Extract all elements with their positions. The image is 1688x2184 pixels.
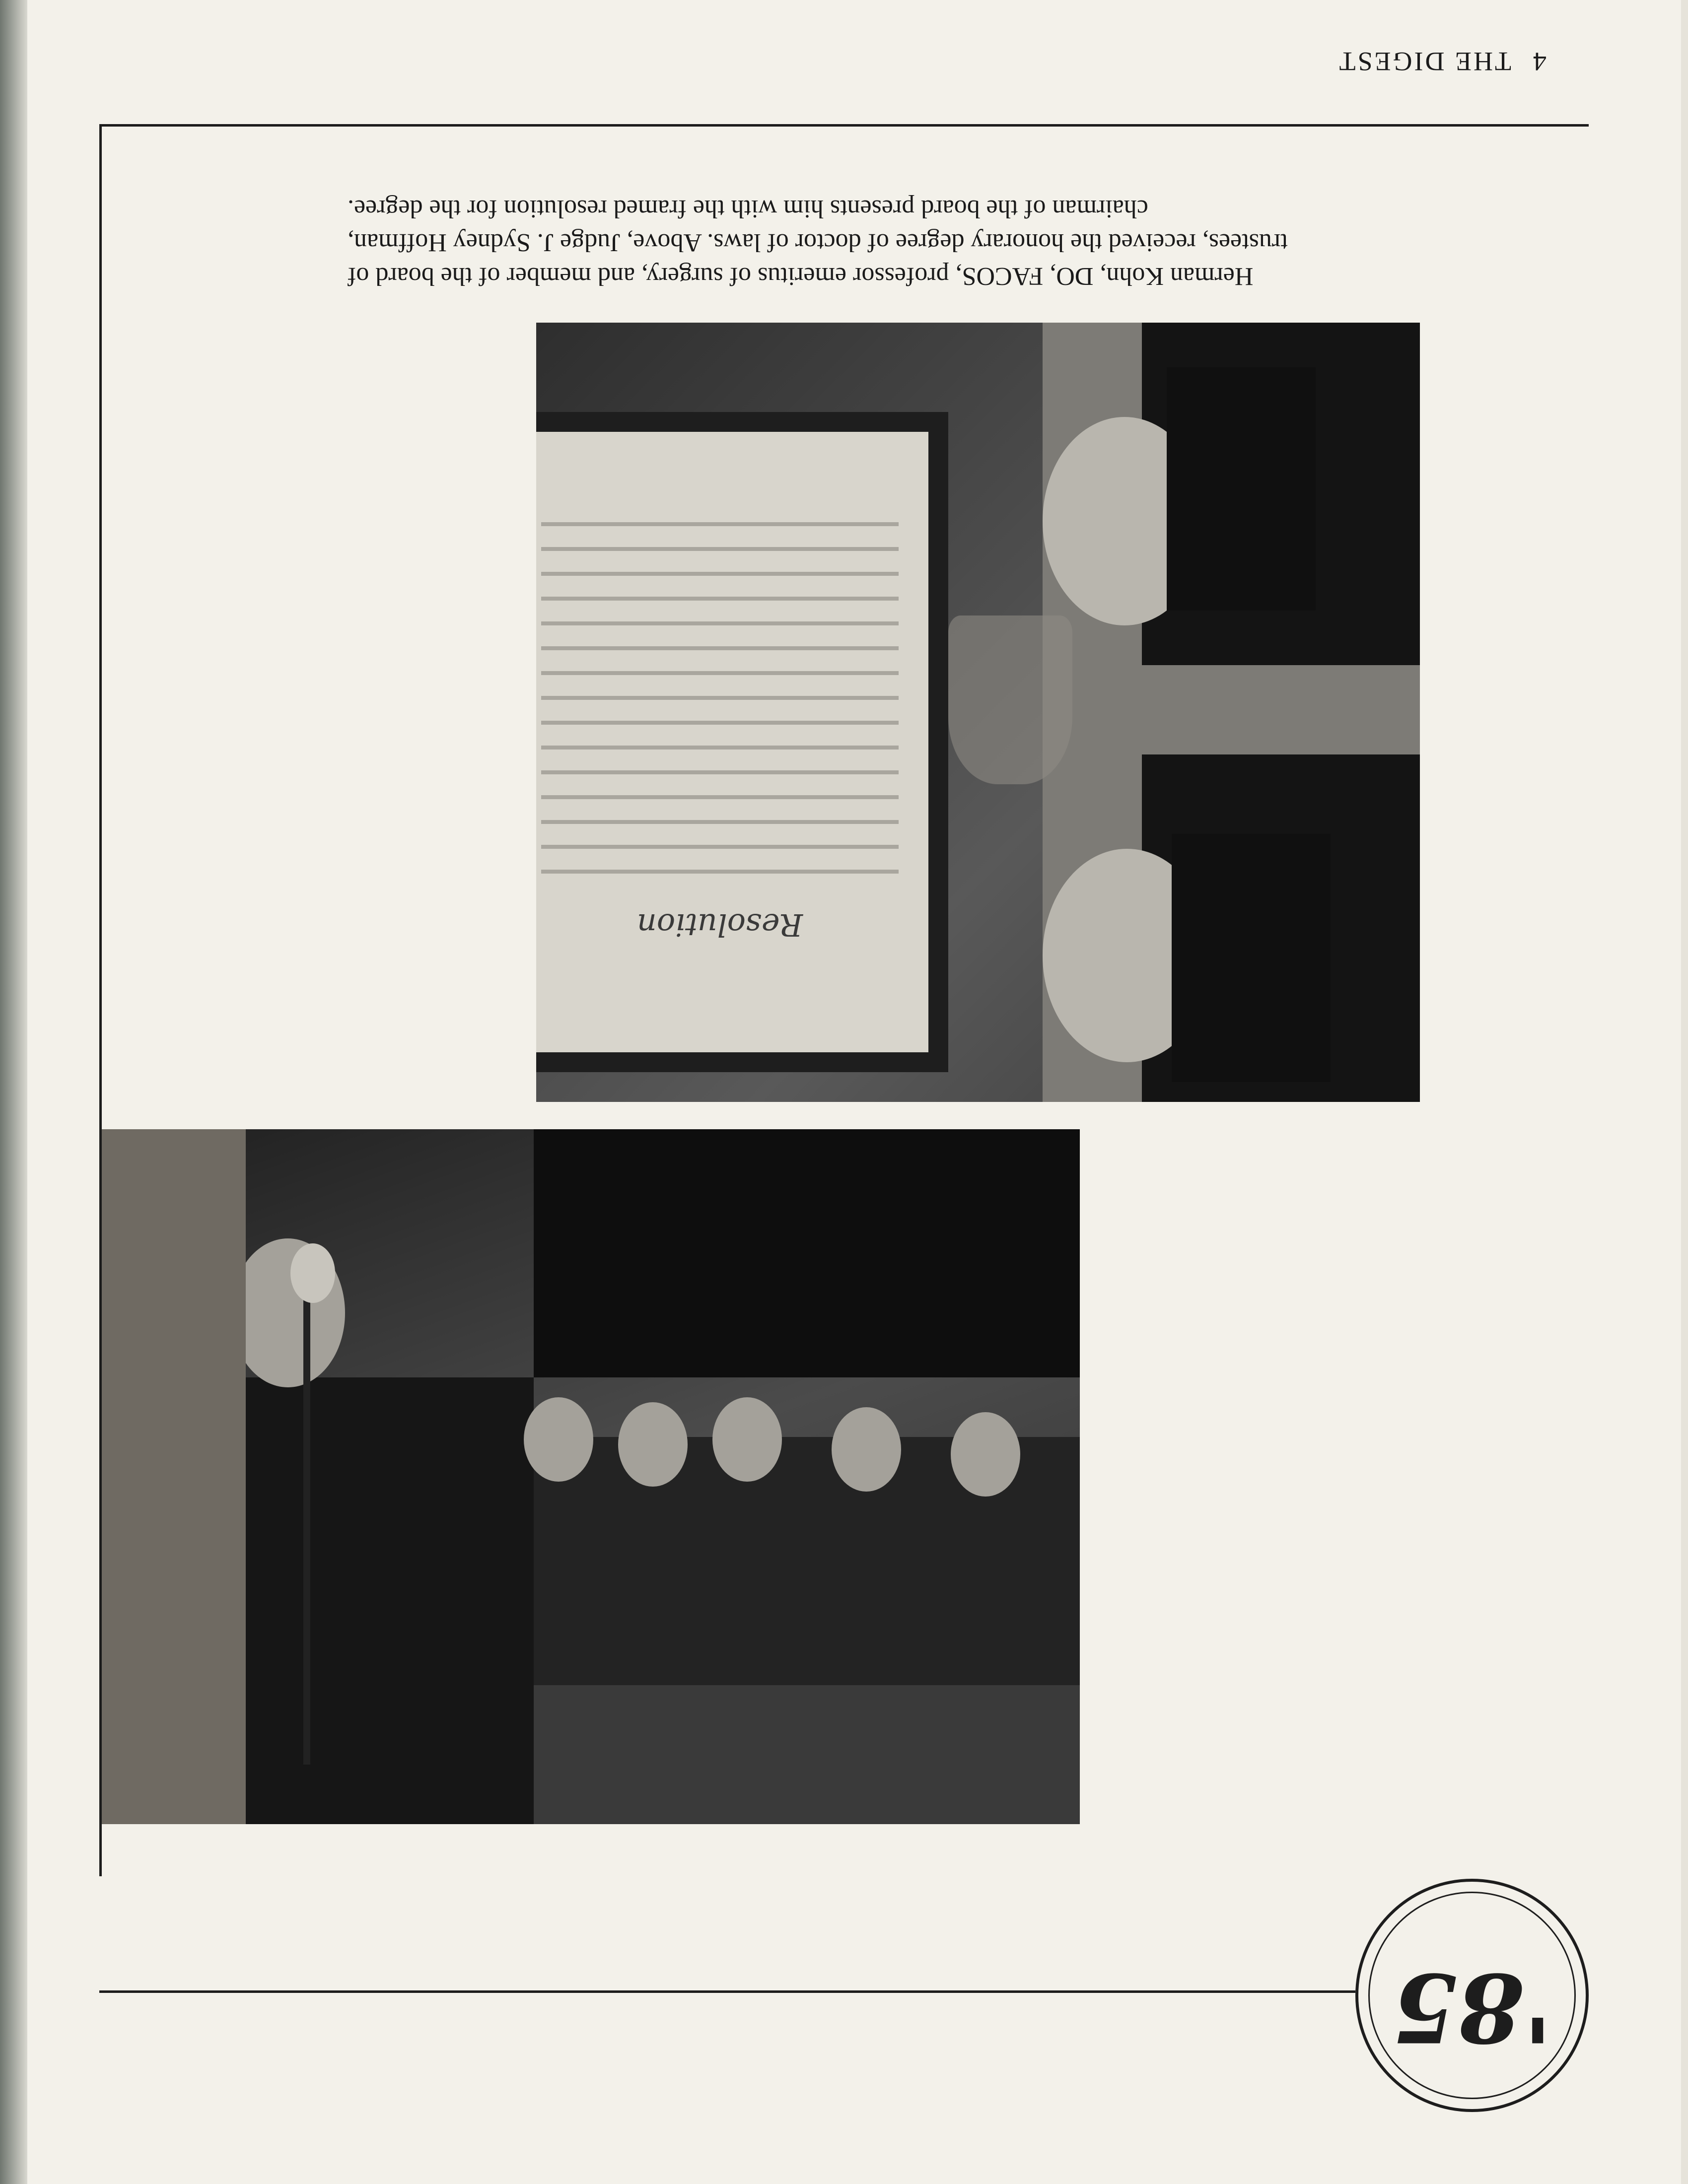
resolution-text-line (541, 621, 899, 625)
resolution-text-line (541, 572, 899, 576)
kohn-caption: Herman Kohn, DO, FACOS, professor emeritus of surgery, and member of the board of trustees, received the honorary degree of doctor of laws. Above, Judge J. Sydney Hoffman, chairman of the board presents him with the framed resolution for the degree. (348, 195, 1288, 290)
resolution-text-line (541, 646, 899, 650)
resolution-text-line (541, 547, 899, 551)
resolution-text-line (541, 795, 899, 799)
faculty-head (712, 1397, 782, 1482)
top-rule (99, 124, 1589, 127)
bottom-rule (99, 1990, 1355, 1993)
resolution-text-line (541, 522, 899, 526)
faculty-head (524, 1397, 593, 1482)
binding-gutter-shadow (0, 0, 27, 2184)
microphone (290, 1243, 335, 1303)
running-head (1337, 42, 1547, 77)
faculty-head (951, 1412, 1020, 1497)
wood-panel (102, 1129, 246, 1824)
resolution-text-line (541, 820, 899, 824)
microphone-stand (303, 1268, 310, 1765)
resolution-text-line (541, 721, 899, 725)
scan-edge (1681, 0, 1688, 2184)
resolution-text-line (541, 746, 899, 750)
resolution-text-line (541, 671, 899, 675)
kohn-resolution-photo (536, 323, 1420, 1102)
resolution-text-line (541, 696, 899, 700)
faculty-head (832, 1407, 901, 1492)
publication-title: THE DIGEST (1337, 47, 1511, 76)
chandelier (948, 615, 1072, 784)
resolution-text-line (541, 597, 899, 601)
mortarboard-left (1172, 834, 1331, 1082)
resolution-text-line (541, 870, 899, 874)
commencement-photo (102, 1129, 1080, 1824)
faculty-head (618, 1402, 688, 1487)
resolution-text-line (541, 845, 899, 849)
resolution-title: Resolution (636, 907, 803, 943)
resolution-text-line (541, 770, 899, 774)
seal-year: '85 (1392, 1952, 1552, 2063)
page-number: 4 (1531, 47, 1547, 76)
mortarboard-right (1167, 367, 1316, 611)
year-seal-logo (1355, 1879, 1589, 2112)
dark-foreground (534, 1129, 1080, 1377)
